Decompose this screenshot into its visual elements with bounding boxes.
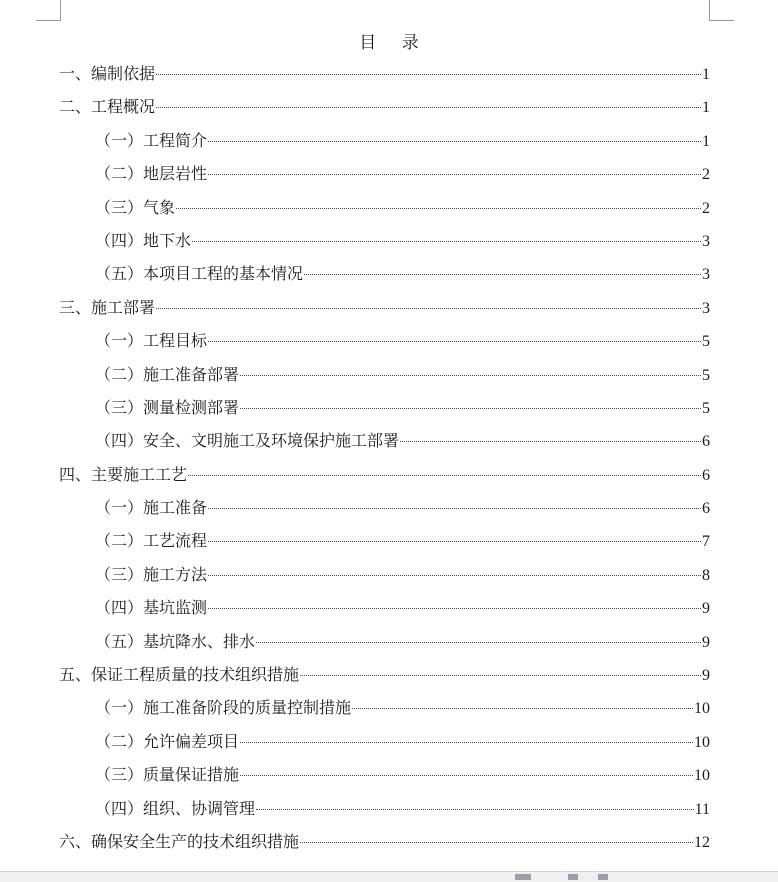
toc-entry-page-number: 12 xyxy=(694,833,710,851)
toc-entry[interactable] xyxy=(59,257,710,290)
toc-entry-page-number: 2 xyxy=(702,199,710,217)
dot-leader xyxy=(176,208,701,209)
toc-entry-page-number: 3 xyxy=(702,266,710,284)
toc-entry-label: （一）施工准备阶段的质量控制措施 xyxy=(95,698,352,718)
toc-entry[interactable] xyxy=(59,591,710,624)
toc-title: 目 录 xyxy=(359,33,429,53)
toc-entry-page-number: 11 xyxy=(694,800,710,818)
toc-entry-page-number: 8 xyxy=(702,566,710,584)
toc-entry[interactable] xyxy=(59,658,710,691)
toc-entry[interactable] xyxy=(59,124,710,157)
toc-entry-label: （四）基坑监测 xyxy=(95,598,208,618)
toc-entry[interactable] xyxy=(59,358,710,391)
toc-entry[interactable] xyxy=(59,725,710,758)
toc-entry-label: （三）施工方法 xyxy=(95,564,208,584)
dot-leader xyxy=(304,274,701,275)
dot-leader xyxy=(400,441,701,442)
toc-entry[interactable] xyxy=(59,458,710,491)
toc-entry[interactable] xyxy=(59,758,710,791)
toc-entry-label: （三）气象 xyxy=(95,197,176,217)
dot-leader xyxy=(208,341,701,342)
toc-entry-page-number: 1 xyxy=(702,132,710,150)
toc-entry-label: （三）质量保证措施 xyxy=(95,765,240,785)
dot-leader xyxy=(208,508,701,509)
toc-entry-page-number: 5 xyxy=(702,399,710,417)
dot-leader xyxy=(156,74,701,75)
toc-entry-label: （五）基坑降水、排水 xyxy=(95,631,256,651)
toc-entry-page-number: 10 xyxy=(694,767,710,785)
toc-entry-page-number: 9 xyxy=(702,633,710,651)
web-layout-icon[interactable] xyxy=(598,874,608,880)
toc-entry[interactable] xyxy=(59,691,710,724)
toc-entry-page-number: 9 xyxy=(702,667,710,685)
toc-entry[interactable] xyxy=(59,291,710,324)
dot-leader xyxy=(192,241,701,242)
toc-entry-page-number: 1 xyxy=(702,66,710,83)
read-mode-icon[interactable] xyxy=(515,874,531,880)
toc-entry-label: 五、保证工程质量的技术组织措施 xyxy=(59,665,300,685)
dot-leader xyxy=(188,475,701,476)
toc-entry-label: 二、工程概况 xyxy=(59,97,156,117)
dot-leader xyxy=(208,575,701,576)
toc-entry-label: （一）工程简介 xyxy=(95,130,208,150)
toc-entry-label: （一）工程目标 xyxy=(95,331,208,351)
dot-leader xyxy=(156,107,701,108)
dot-leader xyxy=(300,675,701,676)
toc-entry-label: （四）安全、文明施工及环境保护施工部署 xyxy=(95,431,400,451)
toc-entry-label: （四）组织、协调管理 xyxy=(95,798,256,818)
dot-leader xyxy=(240,408,701,409)
toc-entry-page-number: 6 xyxy=(702,433,710,451)
toc-entry-label: 三、施工部署 xyxy=(59,297,156,317)
status-bar xyxy=(0,871,778,882)
toc-entry[interactable] xyxy=(59,224,710,257)
dot-leader xyxy=(208,541,701,542)
dot-leader xyxy=(208,608,701,609)
toc-entry-page-number: 2 xyxy=(702,166,710,184)
dot-leader xyxy=(240,742,693,743)
dot-leader xyxy=(240,775,693,776)
toc-entry[interactable] xyxy=(59,491,710,524)
toc-entry-label: （五）本项目工程的基本情况 xyxy=(95,264,304,284)
dot-leader xyxy=(240,375,701,376)
toc-entry-page-number: 10 xyxy=(694,700,710,718)
toc-entry-label: （二）允许偏差项目 xyxy=(95,731,240,751)
toc-entry-page-number: 5 xyxy=(702,366,710,384)
toc-entry[interactable] xyxy=(59,825,710,858)
toc-entry-label: （四）地下水 xyxy=(95,230,192,250)
top-left-crop-mark xyxy=(36,0,61,21)
toc-entry[interactable] xyxy=(59,391,710,424)
toc-entry-page-number: 6 xyxy=(702,500,710,518)
toc-entry-page-number: 6 xyxy=(702,466,710,484)
toc-entry-label: （二）工艺流程 xyxy=(95,531,208,551)
toc-entry-page-number: 3 xyxy=(702,299,710,317)
toc-entry-label: 六、确保安全生产的技术组织措施 xyxy=(59,831,300,851)
toc-entry[interactable] xyxy=(59,57,710,90)
toc-entry[interactable] xyxy=(59,324,710,357)
toc-entry[interactable] xyxy=(59,90,710,123)
dot-leader xyxy=(300,842,693,843)
print-layout-icon[interactable] xyxy=(568,874,578,880)
dot-leader xyxy=(352,708,693,709)
dot-leader xyxy=(256,642,701,643)
dot-leader xyxy=(208,174,701,175)
dot-leader xyxy=(256,809,694,810)
toc-entry-label: 四、主要施工工艺 xyxy=(59,464,188,484)
toc-entry-page-number: 5 xyxy=(702,333,710,351)
dot-leader xyxy=(208,141,701,142)
toc-entry-page-number: 3 xyxy=(702,232,710,250)
toc-entry-label: 一、编制依据 xyxy=(59,64,156,83)
toc-entry-label: （二）施工准备部署 xyxy=(95,364,240,384)
toc-entry-label: （三）测量检测部署 xyxy=(95,397,240,417)
toc-entry-page-number: 1 xyxy=(702,99,710,117)
toc-entry-page-number: 9 xyxy=(702,600,710,618)
table-of-contents xyxy=(59,57,710,858)
toc-entry-page-number: 10 xyxy=(694,733,710,751)
toc-entry[interactable] xyxy=(59,625,710,658)
toc-entry-label: （一）施工准备 xyxy=(95,498,208,518)
toc-entry[interactable] xyxy=(59,424,710,457)
toc-entry[interactable] xyxy=(59,524,710,557)
toc-entry[interactable] xyxy=(59,157,710,190)
toc-entry[interactable] xyxy=(59,792,710,825)
toc-entry-page-number: 7 xyxy=(702,533,710,551)
top-right-crop-mark xyxy=(709,0,734,21)
toc-entry-label: （二）地层岩性 xyxy=(95,164,208,184)
dot-leader xyxy=(156,308,701,309)
toc-entry[interactable] xyxy=(59,558,710,591)
toc-entry[interactable] xyxy=(59,191,710,224)
